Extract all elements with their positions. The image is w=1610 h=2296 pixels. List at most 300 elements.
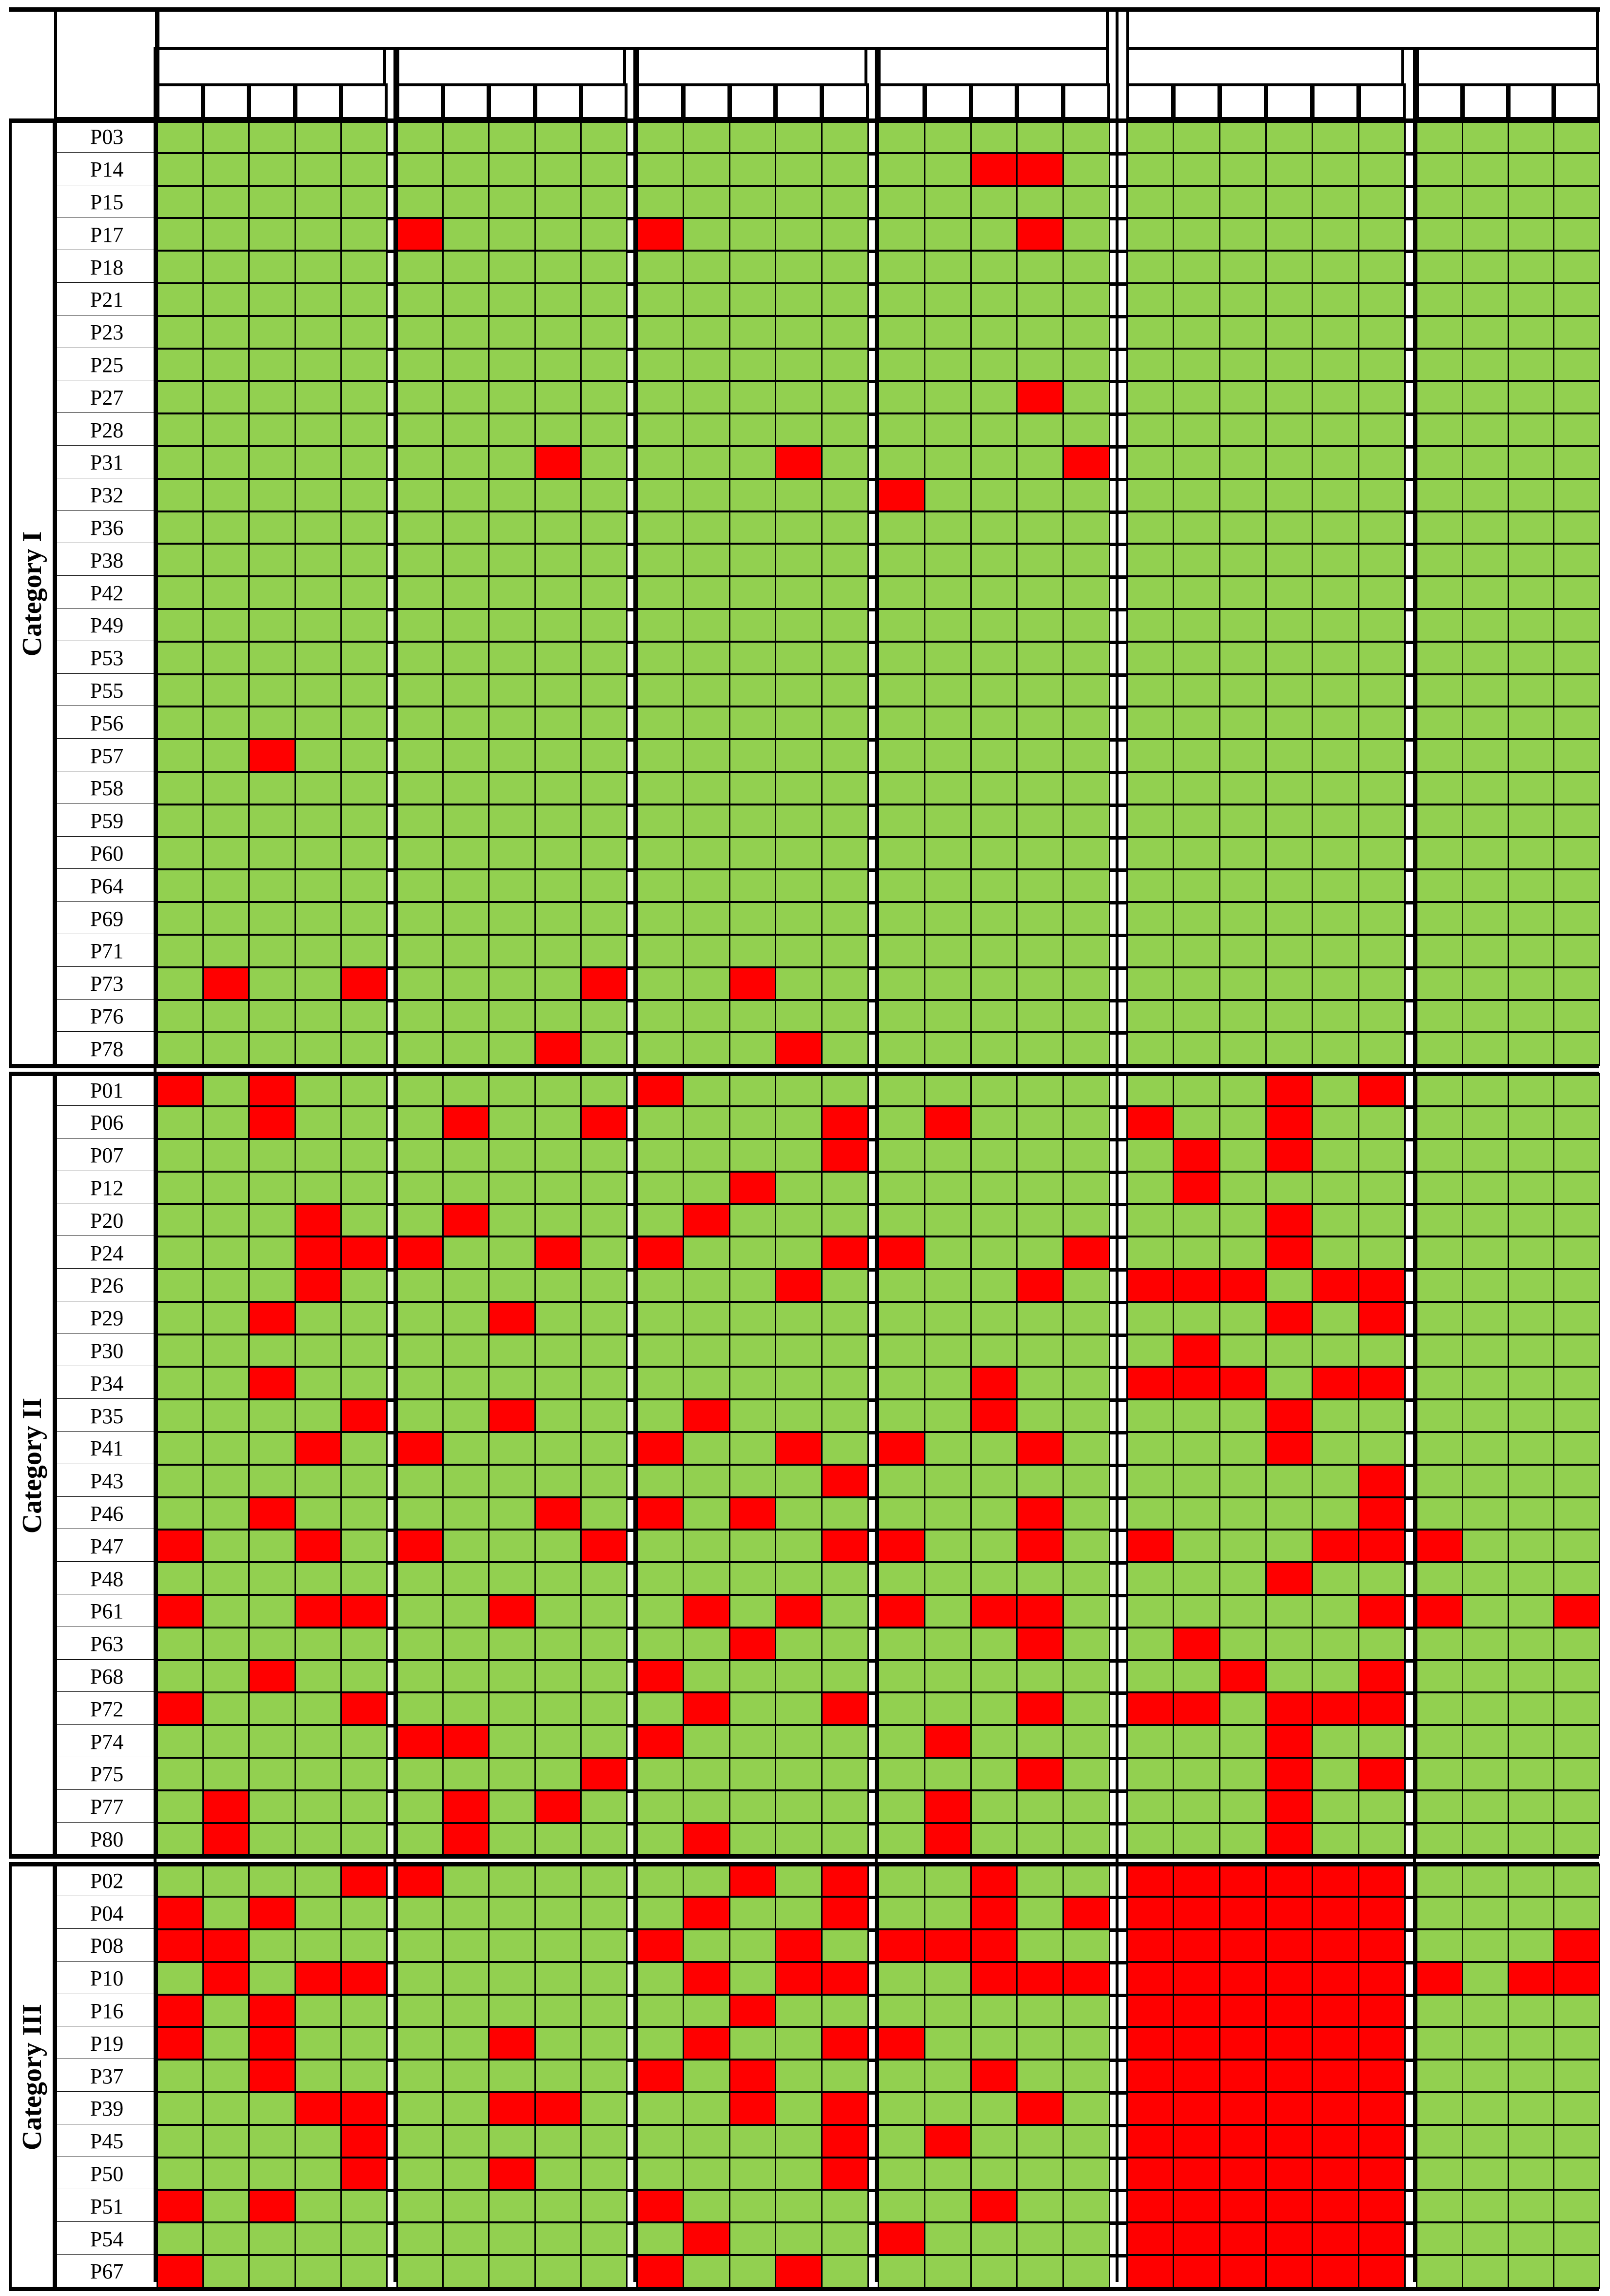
cell-correct [396, 869, 444, 903]
cell-correct [534, 478, 582, 512]
cell-correct [248, 674, 295, 708]
cell-correct [1416, 1692, 1463, 1726]
cell-correct [1416, 2124, 1463, 2159]
cell-correct [1173, 446, 1220, 480]
cell-correct [1126, 1725, 1174, 1759]
cell-correct [683, 1106, 730, 1140]
cell-correct [821, 315, 869, 350]
cell-incorrect [1016, 153, 1064, 187]
cell-correct [248, 1269, 295, 1303]
cell-correct [878, 2059, 925, 2093]
cell-correct [1553, 543, 1600, 577]
cell-correct [924, 1962, 972, 1996]
cell-correct [683, 2059, 730, 2093]
cell-incorrect [683, 1692, 730, 1726]
cell-correct [488, 2059, 535, 2093]
cell-correct [1462, 641, 1509, 675]
cell-correct [534, 1301, 582, 1335]
cell-correct [1553, 1399, 1600, 1433]
cell-correct [202, 1073, 250, 1107]
cell-correct [775, 315, 823, 350]
cell-correct [295, 153, 342, 187]
cell-correct [878, 1994, 925, 2028]
cell-correct [636, 250, 684, 284]
cell-correct [1016, 315, 1064, 350]
cell-correct [970, 1823, 1018, 1857]
cell-correct [442, 348, 490, 382]
category-divider [9, 118, 1599, 123]
cell-correct [970, 934, 1018, 968]
cell-correct [295, 283, 342, 317]
cell-correct [775, 348, 823, 382]
cell-correct [488, 1896, 535, 1930]
cell-correct [488, 1660, 535, 1694]
cell-correct [924, 706, 972, 740]
cell-correct [442, 2124, 490, 2159]
cell-correct [1126, 380, 1174, 414]
cell-correct [1173, 641, 1220, 675]
cell-correct [1508, 1073, 1555, 1107]
cell-incorrect [1358, 1497, 1406, 1531]
cell-incorrect [1265, 1896, 1313, 1930]
cell-correct [970, 1994, 1018, 2028]
cell-correct [396, 706, 444, 740]
cell-correct [442, 804, 490, 838]
cell-correct [970, 380, 1018, 414]
cell-correct [1416, 1725, 1463, 1759]
cell-correct [534, 217, 582, 252]
cell-incorrect [1062, 446, 1110, 480]
cell-correct [1265, 771, 1313, 805]
cell-correct [340, 771, 388, 805]
cell-correct [1265, 1032, 1313, 1066]
cell-correct [683, 315, 730, 350]
cell-correct [1062, 1203, 1110, 1237]
cell-correct [396, 315, 444, 350]
cell-incorrect [1265, 2189, 1313, 2223]
cell-correct [924, 185, 972, 219]
cell-correct [1358, 902, 1406, 936]
cell-correct [1508, 283, 1555, 317]
cell-correct [1126, 283, 1174, 317]
cell-correct [580, 1962, 628, 1996]
cell-correct [202, 706, 250, 740]
cell-correct [157, 1138, 204, 1173]
cell-correct [1062, 1334, 1110, 1368]
cell-correct [878, 250, 925, 284]
cell-correct [1358, 771, 1406, 805]
cell-correct [1062, 1301, 1110, 1335]
cell-correct [157, 1269, 204, 1303]
cell-correct [396, 804, 444, 838]
cell-correct [396, 1138, 444, 1173]
cell-incorrect [1358, 1962, 1406, 1996]
cell-correct [1358, 706, 1406, 740]
cell-correct [248, 348, 295, 382]
cell-correct [1312, 120, 1359, 154]
cell-incorrect [1016, 1757, 1064, 1791]
cell-incorrect [396, 1725, 444, 1759]
cell-correct [580, 2222, 628, 2256]
cell-correct [248, 153, 295, 187]
cell-correct [1508, 217, 1555, 252]
patient-id: P71 [54, 934, 158, 968]
cell-correct [636, 674, 684, 708]
cell-correct [1173, 543, 1220, 577]
cell-incorrect [1265, 2059, 1313, 2093]
cell-correct [1062, 1366, 1110, 1400]
cell-incorrect [1016, 1529, 1064, 1563]
cell-correct [636, 1138, 684, 1173]
cell-correct [924, 1627, 972, 1661]
cell-incorrect [821, 1236, 869, 1270]
cell-incorrect [1265, 1864, 1313, 1898]
cell-correct [1358, 1236, 1406, 1270]
cell-correct [295, 2157, 342, 2191]
cell-correct [1358, 1627, 1406, 1661]
cell-correct [1126, 1757, 1174, 1791]
cell-correct [1312, 608, 1359, 643]
cell-correct [1416, 1864, 1463, 1898]
cell-correct [878, 1000, 925, 1034]
cell-correct [970, 608, 1018, 643]
cell-incorrect [821, 1962, 869, 1996]
cell-correct [1416, 1106, 1463, 1140]
column-header [683, 83, 730, 120]
cell-correct [295, 1929, 342, 1963]
cell-correct [1126, 217, 1174, 252]
cell-correct [821, 185, 869, 219]
cell-incorrect [970, 1594, 1018, 1629]
cell-correct [340, 478, 388, 512]
cell-incorrect [924, 1106, 972, 1140]
cell-correct [340, 1994, 388, 2028]
cell-correct [157, 1660, 204, 1694]
cell-correct [442, 1334, 490, 1368]
cell-incorrect [157, 2189, 204, 2223]
cell-correct [1062, 1032, 1110, 1066]
cell-correct [1553, 1236, 1600, 1270]
cell-incorrect [340, 2157, 388, 2191]
cell-correct [1358, 674, 1406, 708]
cell-correct [1173, 739, 1220, 773]
cell-incorrect [683, 1203, 730, 1237]
cell-incorrect [636, 2059, 684, 2093]
cell-correct [340, 576, 388, 610]
cell-incorrect [1265, 1106, 1313, 1140]
cell-correct [683, 2124, 730, 2159]
cell-correct [340, 1823, 388, 1857]
cell-correct [488, 2189, 535, 2223]
cell-correct [1312, 315, 1359, 350]
cell-incorrect [1312, 2157, 1359, 2191]
cell-correct [1462, 1138, 1509, 1173]
cell-correct [1016, 1660, 1064, 1694]
cell-correct [970, 804, 1018, 838]
cell-correct [775, 1896, 823, 1930]
cell-correct [1173, 771, 1220, 805]
cell-correct [1358, 1203, 1406, 1237]
cell-correct [442, 283, 490, 317]
cell-incorrect [729, 2059, 777, 2093]
cell-incorrect [1358, 1896, 1406, 1930]
cell-correct [248, 2092, 295, 2126]
cell-correct [1016, 967, 1064, 1001]
cell-correct [924, 804, 972, 838]
cell-correct [878, 739, 925, 773]
cell-correct [775, 1627, 823, 1661]
cell-correct [1265, 739, 1313, 773]
cell-correct [580, 1171, 628, 1205]
cell-correct [340, 1627, 388, 1661]
cell-correct [1553, 2026, 1600, 2061]
cell-correct [157, 446, 204, 480]
cell-correct [775, 1073, 823, 1107]
cell-correct [1312, 380, 1359, 414]
cell-correct [1062, 185, 1110, 219]
cell-correct [1062, 967, 1110, 1001]
cell-correct [340, 1929, 388, 1963]
cell-correct [1219, 283, 1267, 317]
cell-correct [821, 1032, 869, 1066]
cell-correct [1219, 250, 1267, 284]
cell-correct [202, 1562, 250, 1596]
cell-correct [1062, 934, 1110, 968]
cell-correct [580, 543, 628, 577]
cell-correct [636, 2222, 684, 2256]
cell-incorrect [1016, 1269, 1064, 1303]
cell-correct [534, 1994, 582, 2028]
cell-correct [1126, 1660, 1174, 1694]
cell-correct [202, 1138, 250, 1173]
cell-correct [1462, 1171, 1509, 1205]
cell-correct [1553, 2222, 1600, 2256]
cell-correct [775, 1171, 823, 1205]
cell-correct [534, 1896, 582, 1930]
cell-correct [821, 153, 869, 187]
patient-id: P42 [54, 576, 158, 610]
cell-correct [396, 576, 444, 610]
cell-correct [1462, 1660, 1509, 1694]
cell-correct [1416, 2189, 1463, 2223]
cell-correct [729, 1138, 777, 1173]
cell-correct [1416, 1301, 1463, 1335]
cell-correct [295, 1725, 342, 1759]
cell-correct [1312, 706, 1359, 740]
cell-correct [157, 1171, 204, 1205]
cell-correct [248, 120, 295, 154]
cell-correct [1126, 1301, 1174, 1335]
cell-correct [1062, 674, 1110, 708]
cell-correct [202, 283, 250, 317]
cell-correct [924, 2059, 972, 2093]
cell-correct [1016, 641, 1064, 675]
cell-correct [1062, 1171, 1110, 1205]
cell-correct [775, 1138, 823, 1173]
cell-incorrect [1219, 1366, 1267, 1400]
cell-correct [202, 543, 250, 577]
group-header-c1 [157, 47, 386, 86]
cell-correct [488, 1562, 535, 1596]
cell-incorrect [1265, 1203, 1313, 1237]
cell-correct [970, 1032, 1018, 1066]
cell-correct [1358, 1432, 1406, 1466]
cell-correct [1312, 1236, 1359, 1270]
cell-correct [340, 2026, 388, 2061]
cell-correct [1126, 934, 1174, 968]
cell-incorrect [1265, 1994, 1313, 2028]
cell-correct [295, 315, 342, 350]
cell-correct [1312, 1594, 1359, 1629]
cell-correct [924, 576, 972, 610]
cell-correct [1219, 967, 1267, 1001]
cell-correct [396, 446, 444, 480]
cell-correct [202, 674, 250, 708]
cell-correct [1062, 902, 1110, 936]
cell-correct [1312, 1203, 1359, 1237]
cell-correct [924, 1236, 972, 1270]
cell-correct [924, 869, 972, 903]
cell-incorrect [202, 1823, 250, 1857]
cell-correct [1416, 1757, 1463, 1791]
cell-correct [340, 869, 388, 903]
cell-correct [1416, 315, 1463, 350]
cell-correct [1126, 1594, 1174, 1629]
cell-correct [1173, 902, 1220, 936]
cell-incorrect [1312, 2059, 1359, 2093]
cell-correct [729, 153, 777, 187]
cell-correct [1126, 1171, 1174, 1205]
cell-incorrect [1358, 1269, 1406, 1303]
cell-correct [1553, 2124, 1600, 2159]
cell-incorrect [534, 1032, 582, 1066]
cell-correct [488, 1269, 535, 1303]
cell-correct [340, 1000, 388, 1034]
cell-correct [295, 1399, 342, 1433]
cell-correct [1508, 348, 1555, 382]
cell-correct [157, 1106, 204, 1140]
cell-correct [683, 413, 730, 447]
cell-correct [1358, 413, 1406, 447]
cell-correct [1462, 2092, 1509, 2126]
cell-correct [1219, 120, 1267, 154]
cell-correct [396, 934, 444, 968]
cell-correct [396, 1106, 444, 1140]
cell-correct [488, 1529, 535, 1563]
cell-correct [580, 1301, 628, 1335]
cell-correct [580, 1399, 628, 1433]
cell-correct [488, 120, 535, 154]
cell-incorrect [775, 1929, 823, 1963]
cell-correct [924, 413, 972, 447]
cell-correct [970, 2222, 1018, 2256]
cell-correct [1553, 250, 1600, 284]
cell-correct [534, 576, 582, 610]
cell-correct [1219, 576, 1267, 610]
cell-correct [202, 1301, 250, 1335]
cell-correct [396, 185, 444, 219]
cell-correct [821, 804, 869, 838]
cell-correct [1016, 1138, 1064, 1173]
cell-correct [1508, 1032, 1555, 1066]
cell-correct [1312, 185, 1359, 219]
cell-correct [729, 2255, 777, 2289]
cell-correct [1508, 1464, 1555, 1498]
patient-id: P69 [54, 902, 158, 936]
cell-correct [878, 2255, 925, 2289]
cell-correct [248, 706, 295, 740]
cell-correct [580, 1692, 628, 1726]
cell-correct [775, 185, 823, 219]
cell-correct [1553, 1334, 1600, 1368]
patient-id: P29 [54, 1301, 158, 1335]
cell-correct [1219, 1073, 1267, 1107]
cell-correct [729, 706, 777, 740]
cell-correct [1016, 2157, 1064, 2191]
cell-correct [970, 1106, 1018, 1140]
cell-correct [1508, 1757, 1555, 1791]
cell-correct [295, 380, 342, 414]
cell-correct [1173, 706, 1220, 740]
cell-incorrect [924, 1823, 972, 1857]
cell-correct [1416, 1138, 1463, 1173]
cell-correct [1508, 446, 1555, 480]
cell-correct [1173, 1725, 1220, 1759]
cell-correct [775, 1823, 823, 1857]
cell-correct [729, 2222, 777, 2256]
cell-correct [1312, 1660, 1359, 1694]
cell-correct [924, 543, 972, 577]
patient-id: P34 [54, 1366, 158, 1400]
cell-correct [1508, 1106, 1555, 1140]
cell-incorrect [1126, 2059, 1174, 2093]
cell-correct [396, 837, 444, 871]
cell-incorrect [248, 2189, 295, 2223]
cell-correct [1416, 771, 1463, 805]
cell-correct [534, 543, 582, 577]
cell-correct [821, 1497, 869, 1531]
cell-correct [248, 1864, 295, 1898]
cell-correct [729, 185, 777, 219]
cell-correct [1358, 576, 1406, 610]
cell-correct [442, 1594, 490, 1629]
cell-incorrect [1312, 1269, 1359, 1303]
cell-correct [1553, 641, 1600, 675]
cell-correct [248, 1757, 295, 1791]
cell-correct [878, 902, 925, 936]
cell-correct [1173, 185, 1220, 219]
cell-correct [821, 2059, 869, 2093]
cell-correct [488, 1106, 535, 1140]
cell-incorrect [1312, 1994, 1359, 2028]
cell-correct [396, 1464, 444, 1498]
cell-correct [157, 706, 204, 740]
cell-correct [1173, 674, 1220, 708]
cell-correct [970, 446, 1018, 480]
cell-correct [1265, 608, 1313, 643]
cell-incorrect [1126, 1106, 1174, 1140]
patient-id: P75 [54, 1757, 158, 1791]
cell-correct [157, 804, 204, 838]
cell-correct [1265, 315, 1313, 350]
cell-correct [1062, 1823, 1110, 1857]
cell-incorrect [1265, 2092, 1313, 2126]
cell-correct [157, 1203, 204, 1237]
cell-correct [775, 674, 823, 708]
cell-incorrect [1173, 1366, 1220, 1400]
cell-correct [202, 1269, 250, 1303]
cell-correct [1265, 446, 1313, 480]
